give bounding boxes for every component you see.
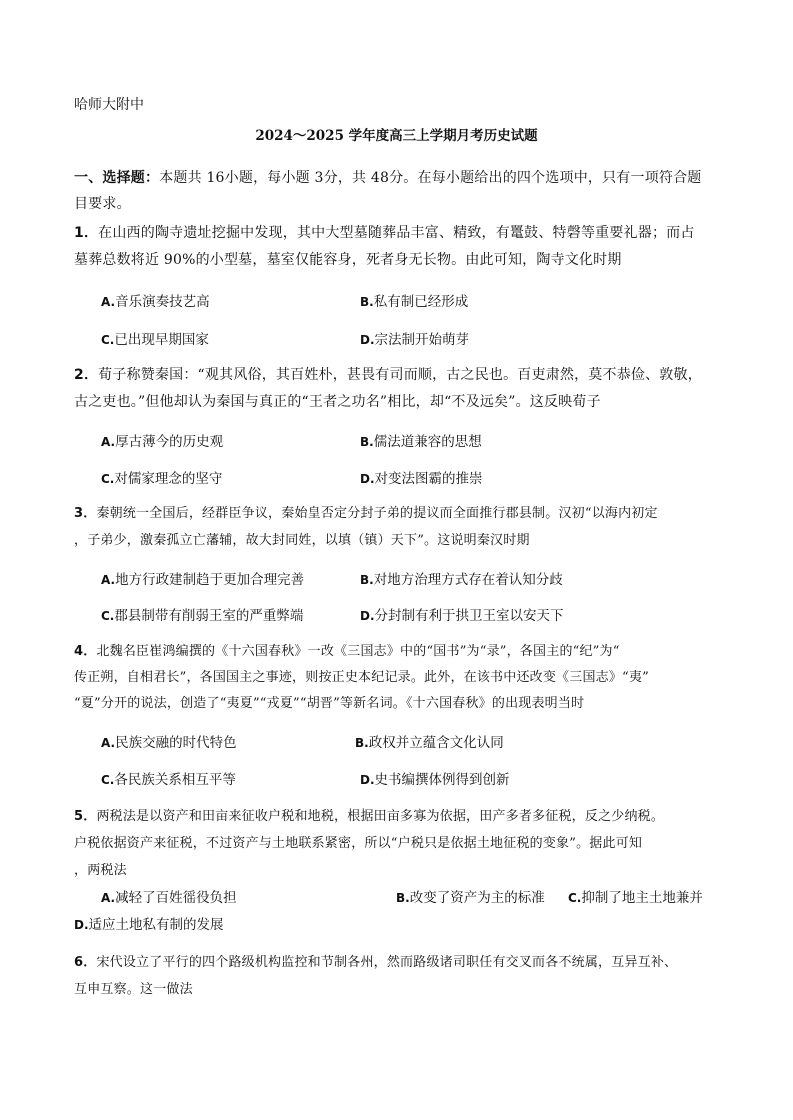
question-4-line-3: “夏”分开的说法，创造了“夷夏”“戎夏”“胡晋”等新名词。《十六国春秋》的出现表明当时 xyxy=(74,696,585,711)
q2-option-b: B.儒法道兼容的思想 xyxy=(360,434,482,450)
section-text-2: 目要求。 xyxy=(74,196,131,212)
question-5-line-2: 户税依据资产来征税，不过资产与土地联系紧密，所以“户税只是依据土地征税的变象”。据此可知 xyxy=(74,836,643,851)
q4-option-b: B.政权并立蕴含文化认同 xyxy=(355,735,504,751)
question-number: 2． xyxy=(74,367,99,383)
q1-option-d: D.宗法制开始萌芽 xyxy=(360,332,470,348)
question-6-line-1: 6．宋代设立了平行的四个路级机构监控和节制各州，然而路级诸司职任有交叉而各不统属，互异互补、 xyxy=(74,955,678,970)
question-1-line-2: 墓葬总数将近 90%的小型墓，墓室仅能容身，死者身无长物。由此可知，陶寺文化时期 xyxy=(74,252,622,268)
question-5-line-1: 5．两税法是以资产和田亩来征收户税和地税，根据田亩多寡为依据，田产多者多征税，反之少纳税。 xyxy=(74,809,665,824)
q5-option-c: C.抑制了地主土地兼并 xyxy=(568,890,703,906)
question-number: 5． xyxy=(74,809,97,824)
question-number: 6． xyxy=(74,955,97,970)
q3-option-d: D.分封制有利于拱卫王室以安天下 xyxy=(360,608,564,624)
question-5-line-3: ，两税法 xyxy=(74,863,127,878)
q5-option-d: D.适应土地私有制的发展 xyxy=(74,917,224,933)
q2-option-c: C.对儒家理念的坚守 xyxy=(101,471,223,487)
section-instructions xyxy=(74,167,702,187)
section-heading: 一、选择题： xyxy=(74,170,160,186)
q4-option-a: A.民族交融的时代特色 xyxy=(101,735,237,751)
exam-title: 2024～2025 学年度高三上学期月考历史试题 xyxy=(255,128,538,144)
q1-option-c: C.已出现早期国家 xyxy=(101,332,209,348)
q3-option-c: C.郡县制带有削弱王室的严重弊端 xyxy=(101,608,304,624)
question-3-line-2: ，子弟少，激秦孤立亡藩辅，故大封同姓，以填（镇）天下”。这说明秦汉时期 xyxy=(74,533,530,548)
q3-option-a: A.地方行政建制趋于更加合理完善 xyxy=(101,572,305,588)
q3-option-b: B.对地方治理方式存在着认知分歧 xyxy=(360,572,563,588)
q5-option-b: B.改变了资产为主的标准 xyxy=(396,890,545,906)
school-name: 哈师大附中 xyxy=(74,97,144,113)
question-2-line-2: 古之吏也。”但他却认为秦国与真正的“王者之功名”相比，却“不及远矣”。这反映荀子 xyxy=(74,394,601,410)
section-text-1: 本题共 16小题，每小题 3分，共 48分。在每小题给出的四个选项中，只有一项符合题 xyxy=(159,170,702,186)
q1-option-a: A.音乐演奏技艺高 xyxy=(101,294,210,310)
q2-option-d: D.对变法图霸的推崇 xyxy=(360,471,483,487)
question-number: 4． xyxy=(74,644,97,659)
question-number: 3． xyxy=(74,506,97,521)
question-4-line-1: 4．北魏名臣崔鸿编撰的《十六国春秋》一改《三国志》中的“国书”为“录”，各国主的“纪”为“ xyxy=(74,644,620,659)
question-1-line-1: 1．在山西的陶寺遗址挖掘中发现，其中大型墓随葬品丰富、精致，有鼍鼓、特磬等重要礼器；而占 xyxy=(74,225,695,241)
q5-option-a: A.减轻了百姓徭役负担 xyxy=(101,890,237,906)
q4-option-c: C.各民族关系相互平等 xyxy=(101,772,236,788)
question-6-line-2: 互申互察。这一做法 xyxy=(74,982,193,997)
q2-option-a: A.厚古薄今的历史观 xyxy=(101,434,224,450)
q4-option-d: D.史书编撰体例得到创新 xyxy=(360,772,510,788)
question-2-line-1: 2．荀子称赞秦国：“观其风俗，其百姓朴，甚畏有司而顺，古之民也。百吏肃然，莫不恭俭、敦敬， xyxy=(74,367,702,383)
question-4-line-2: 传正朔，自相君长”，各国国主之事迹，则按正史本纪记录。此外，在该书中还改变《三国志》“夷” xyxy=(74,670,649,685)
question-number: 1． xyxy=(74,225,99,241)
question-3-line-1: 3．秦朝统一全国后，经群臣争议，秦始皇否定分封子弟的提议而全面推行郡县制。汉初“以海内初定 xyxy=(74,506,658,521)
q1-option-b: B.私有制已经形成 xyxy=(360,294,469,310)
